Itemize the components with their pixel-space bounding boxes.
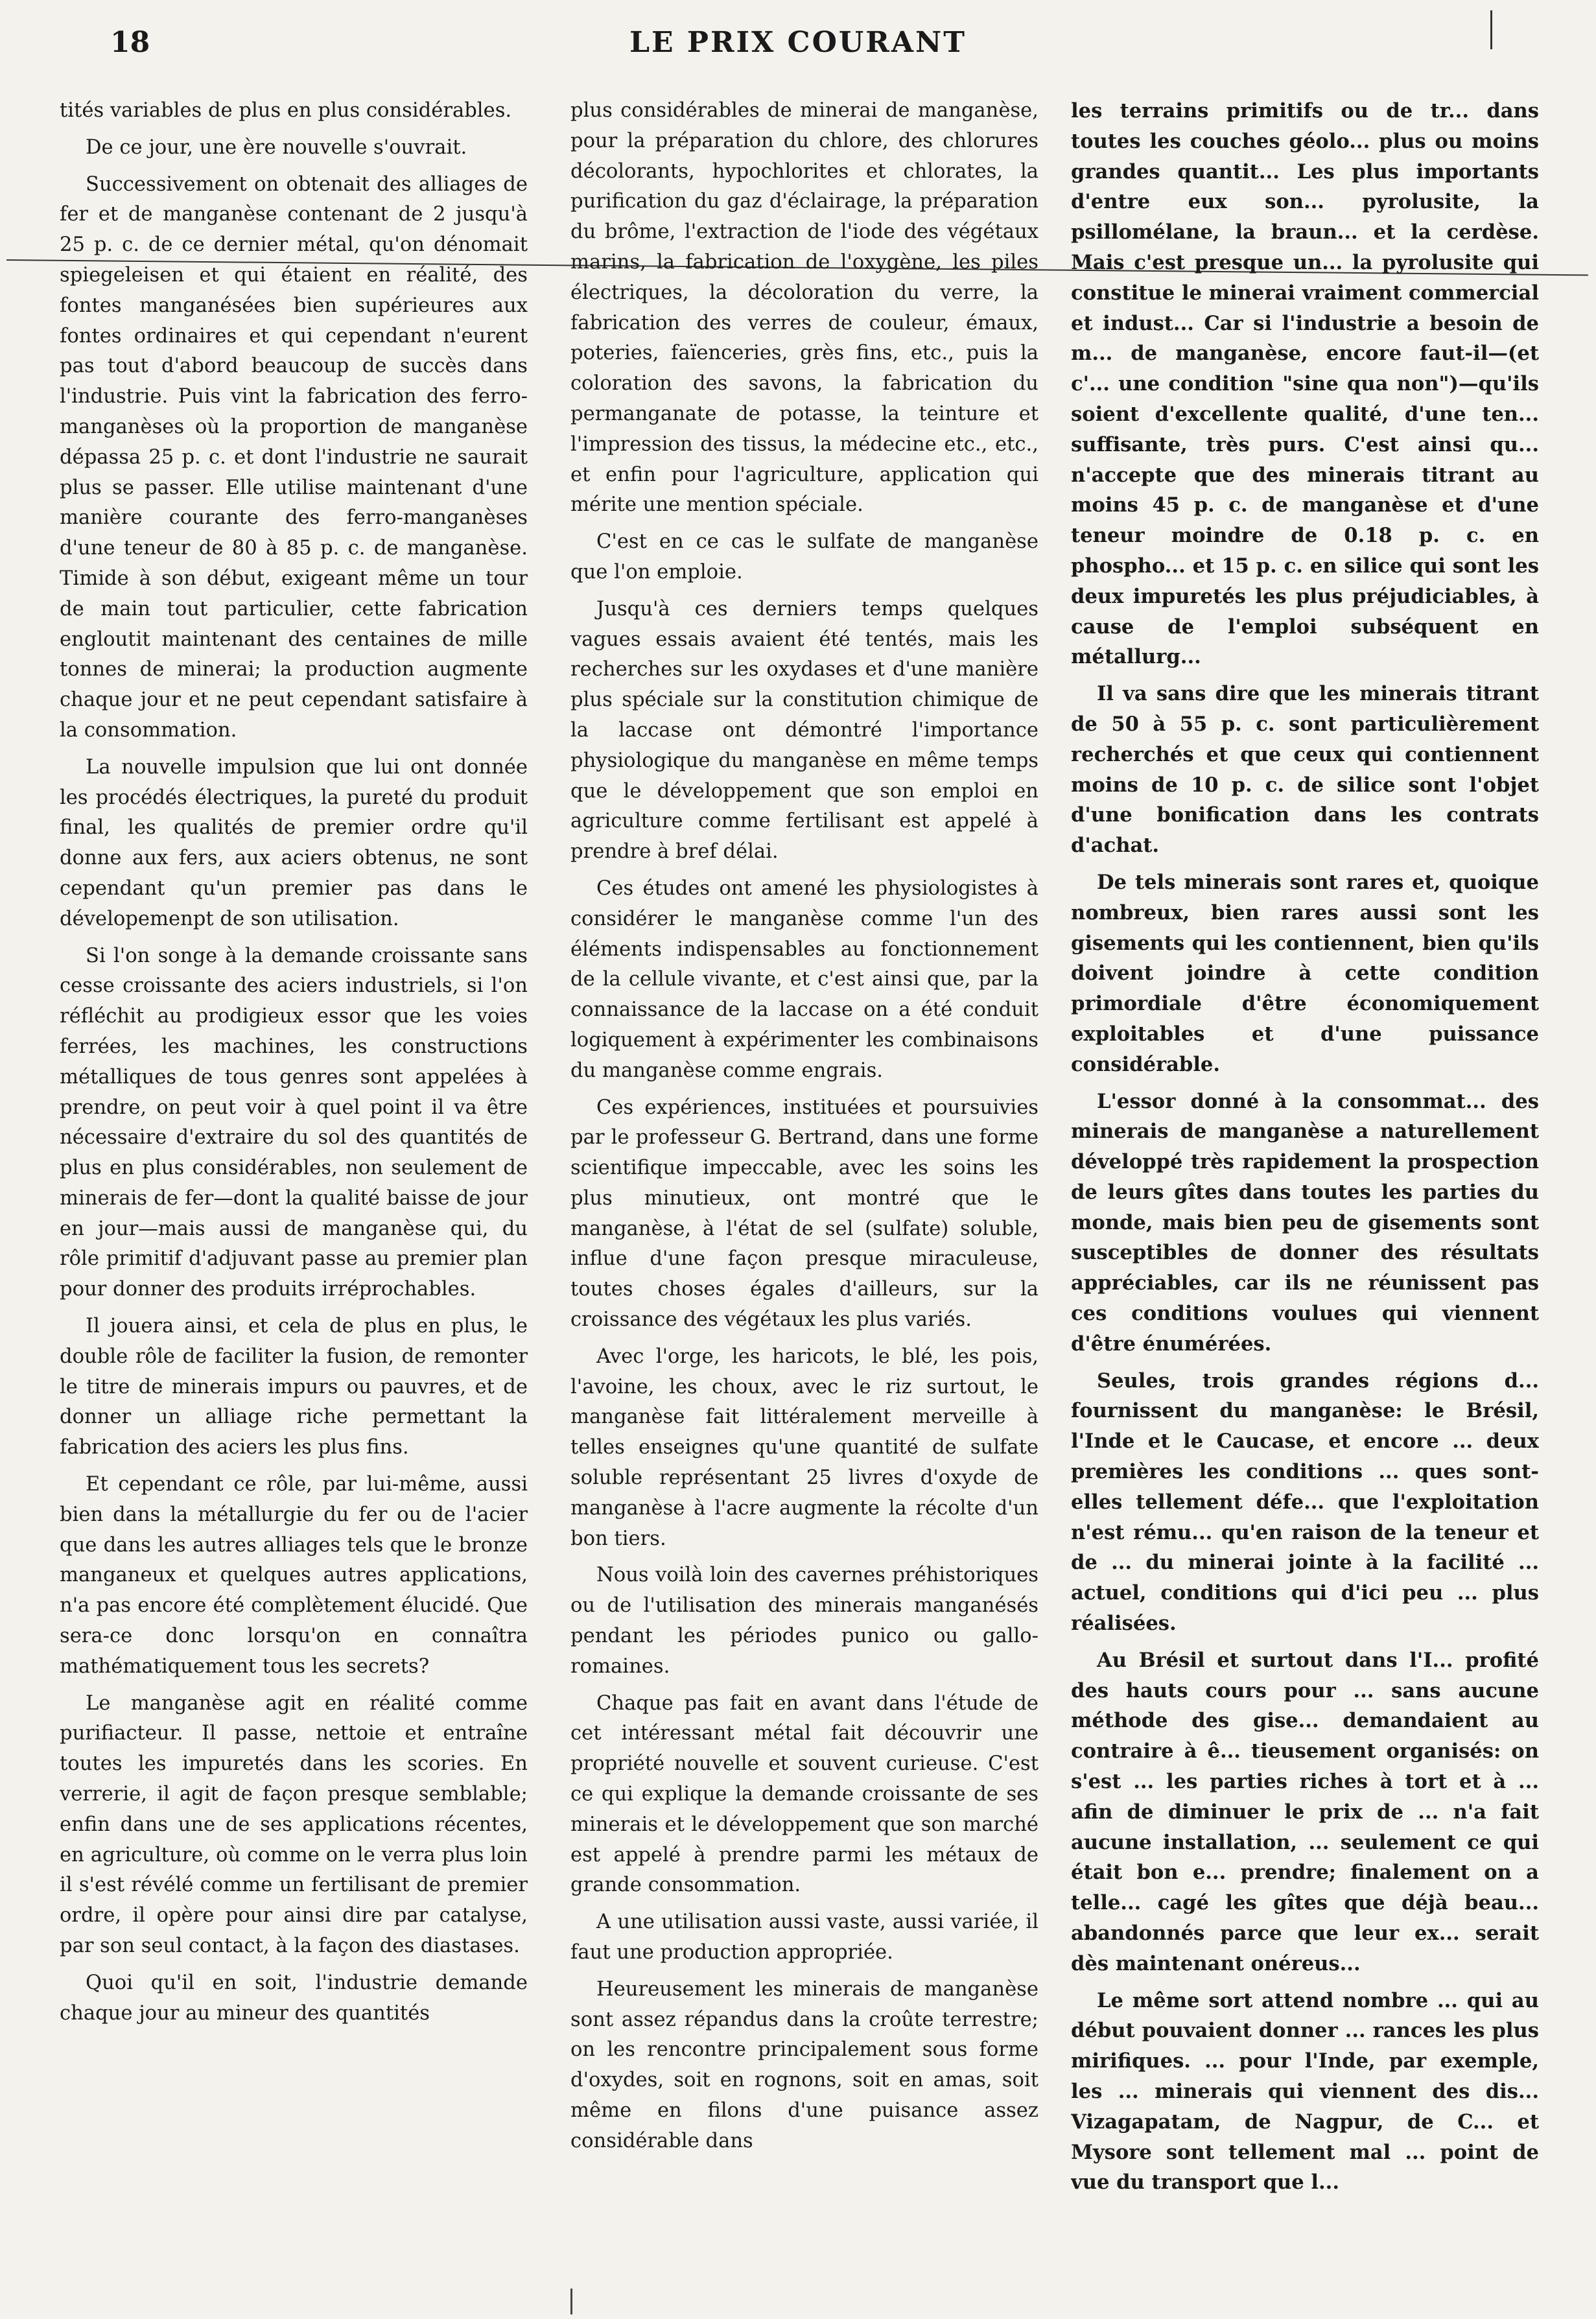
paragraph: Avec l'orge, les haricots, le blé, les pois, l'avoine, les choux, avec le riz surtout, le manganèse fait littéralement merveille à telles enseignes qu'une quantité de sulfate soluble représentant 25 livres d'oxyde de manganèse à l'acre augmente la récolte d'un bon tiers. — [570, 1345, 1039, 1550]
page-title: LE PRIX COURANT — [629, 26, 967, 59]
gutter-mark — [570, 2289, 572, 2314]
paragraph: Il va sans dire que les minerais titrant de 50 à 55 p. c. sont particulièrement recherchés et que ceux qui contiennent moins de 10 p. c. de silice sont l'objet d'une bonification dans les contrats d'achat. — [1071, 682, 1539, 858]
column-2 — [570, 96, 1039, 2274]
paragraph: tités variables de plus en plus considérables. — [60, 99, 512, 122]
paragraph: Successivement on obtenait des alliages de fer et de manganèse contenant de 2 jusqu'à 25 p. c. de ce dernier métal, qu'on dénomait spiegeleisen et qui étaient en réalité, des fontes manganésées bien supérieures aux fontes ordinaires et qui cependant n'eurent pas tout d'abord beaucoup de succès dans l'industrie. Puis vint la fabrication des ferro-manganèses où la proportion de manganèse dépassa 25 p. c. et dont l'industrie ne saurait plus se passer. Elle utilise maintenant d'une manière courante des ferro-manganèses d'une teneur de 80 à 85 p. c. de manganèse. Timide à son début, exigeant même un tour de main tout particulier, cette fabrication engloutit maintenant des centaines de mille tonnes de minerai; la production augmente chaque jour et ne peut cependant satisfaire à la consommation. — [60, 172, 528, 742]
paragraph: Seules, trois grandes régions d... fournissent du manganèse: le Brésil, l'Inde et le Caucase, et encore ... deux premières les conditions ... ques sont-elles tellement défe... que l'exploitation n'est rému... qu'en raison de la teneur et de ... du minerai jointe à la facilité ... actuel, conditions qui d'ici peu ... plus réalisées. — [1071, 1369, 1539, 1636]
page-number: 18 — [110, 26, 150, 59]
page-header — [97, 23, 1499, 69]
paragraph: De ce jour, une ère nouvelle s'ouvrait. — [86, 135, 467, 159]
margin-mark — [1490, 10, 1492, 49]
paragraph: Nous voilà loin des cavernes préhistoriques ou de l'utilisation des minerais manganésés pendant les périodes punico ou gallo-romaines. — [570, 1564, 1039, 1678]
paragraph: A une utilisation aussi vaste, aussi variée, il faut une production appropriée. — [570, 1911, 1039, 1964]
paragraph: Si l'on songe à la demande croissante sans cesse croissante des aciers industriels, si l'on réfléchit au prodigieux essor que les voies ferrées, les machines, les constructions métalliques de tous genres sont appelées à prendre, on peut voir à quel point il va être nécessaire d'extraire du sol des quantités de plus en plus considérables, non seulement de minerais de fer—dont la qualité baisse de jour en jour—mais aussi de manganèse qui, du rôle primitif d'adjuvant passe au premier plan pour donner des produits irréprochables. — [60, 944, 528, 1301]
paragraph: Le même sort attend nombre ... qui au début pouvaient donner ... rances les plus mirifiques. ... pour l'Inde, par exemple, les ... minerais qui viennent des dis... Vizagapatam, de Nagpur, de C... et Mysore sont tellement mal ... point de vue du transport que l... — [1071, 1988, 1539, 2195]
paragraph: Chaque pas fait en avant dans l'étude de cet intéressant métal fait découvrir une propriété nouvelle et souvent curieuse. C'est ce qui explique la demande croissante de ses minerais et le développement que son marché est appelé à prendre parmi les métaux de grande consommation. — [570, 1691, 1039, 1897]
paragraph: plus considérables de minerai de manganèse, pour la préparation du chlore, des chlorures décolorants, hypochlorites et chlorates, la purification du gaz d'éclairage, la préparation du brôme, l'extraction de l'iode des végétaux marins, la fabrication de l'oxygène, les piles électriques, la décoloration du verre, la fabrication des verres de couleur, émaux, poteries, faïenceries, grès fins, etc., puis la coloration des savons, la fabrication du permanganate de potasse, la teinture et l'impression des tissus, la médecine etc., etc., et enfin pour l'agriculture, application qui mérite une mention spéciale. — [570, 99, 1039, 517]
paragraph: Heureusement les minerais de manganèse sont assez répandus dans la croûte terrestre; on les rencontre principalement sous forme d'oxydes, soit en rognons, soit en amas, soit même en filons d'une puisance assez considérable dans — [570, 1977, 1039, 2152]
article-columns — [60, 96, 1551, 2274]
paragraph: Ces études ont amené les physiologistes à considérer le manganèse comme l'un des éléments indispensables au fonctionnement de la cellule vivante, et c'est ainsi que, par la connaissance de la laccase on a été conduit logiquement à expérimenter les combinaisons du manganèse comme engrais. — [570, 877, 1039, 1082]
paragraph: Quoi qu'il en soit, l'industrie demande chaque jour au mineur des quantités — [60, 1971, 528, 2025]
paragraph: La nouvelle impulsion que lui ont donnée les procédés électriques, la pureté du produit final, les qualités de premier ordre qu'il donne aux fers, aux aciers obtenus, ne sont cependant qu'un premier pas dans le dévelopemenpt de son utilisation. — [60, 755, 528, 930]
paragraph: Le manganèse agit en réalité comme purifiacteur. Il passe, nettoie et entraîne toutes les impuretés dans les scories. En verrerie, il agit de façon presque semblable; enfin dans une de ses applications récentes, en agriculture, où comme on le verra plus loin il s'est révélé comme un fertilisant de premier ordre, il opère pour ainsi dire par catalyse, par son seul contact, à la façon des diastases. — [60, 1691, 528, 1958]
paragraph: Au Brésil et surtout dans l'I... profité des hauts cours pour ... sans aucune méthode des gise... demandaient au contraire à ê... tieusement organisés: on s'est ... les parties riches à tort et à ... afin de diminuer le prix de ... n'a fait aucune installation, ... seulement ce qui était bon e... prendre; finalement on a telle... cagé les gîtes que déjà beau... abandonnés parce que leur ex... serait dès maintenant onéreus... — [1071, 1648, 1539, 1975]
column-1 — [60, 96, 528, 2274]
paragraph: Et cependant ce rôle, par lui-même, aussi bien dans la métallurgie du fer ou de l'acier que dans les autres alliages tels que le bronze manganeux et quelques autres applications, n'a pas encore été complètement élucidé. Que sera-ce donc lorsqu'on en connaîtra mathématiquement tous les secrets? — [60, 1473, 528, 1678]
column-3 — [1071, 96, 1539, 2274]
paragraph: L'essor donné à la consommat... des minerais de manganèse a naturellement développé très rapidement la prospection de leurs gîtes dans toutes les parties du monde, mais bien peu de gisements sont susceptibles de donner des résultats appréciables, car ils ne réunissent pas ces conditions voulues qui viennent d'être énumérées. — [1071, 1089, 1539, 1356]
paragraph: De tels minerais sont rares et, quoique nombreux, bien rares aussi sont les gisements qui les contiennent, bien qu'ils doivent joindre à cette condition primordiale d'être économiquement exploitables et d'une puissance considérable. — [1071, 870, 1539, 1076]
paragraph: Jusqu'à ces derniers temps quelques vagues essais avaient été tentés, mais les recherches sur les oxydases et d'une manière plus spéciale sur la constitution chimique de la laccase ont démontré l'importance physiologique du manganèse en même temps que le développement que son emploi en agriculture comme fertilisant est appelé à prendre à bref délai. — [570, 597, 1039, 864]
paragraph: C'est en ce cas le sulfate de manganèse que l'on emploie. — [570, 530, 1039, 583]
paragraph: les terrains primitifs ou de tr... dans toutes les couches géolo... plus ou moins grandes quantit... Les plus importants d'entre eux son... pyrolusite, la psillomélane, la braun... et la cerdèse. Mais c'est presque un... la pyrolusite qui constitue le minerai vraiment commercial et indust... Car si l'industrie a besoin de m... de manganèse, encore faut-il—(et c'... une condition "sine qua non")—qu'ils soient d'excellente qualité, d'une ten... suffisante, très purs. C'est ainsi qu... n'accepte que des minerais titrant au moins 45 p. c. de manganèse et d'une teneur moindre de 0.18 p. c. en phospho... et 15 p. c. en silice qui sont les deux impuretés les plus préjudiciables, à cause de l'emploi subséquent en métallurg... — [1071, 99, 1539, 669]
paragraph: Ces expériences, instituées et poursuivies par le professeur G. Bertrand, dans une forme scientifique impeccable, avec les soins les plus minutieux, ont montré que le manganèse, à l'état de sel (sulfate) soluble, influe d'une façon presque miraculeuse, toutes choses égales d'ailleurs, sur la croissance des végétaux les plus variés. — [570, 1096, 1039, 1332]
paragraph: Il jouera ainsi, et cela de plus en plus, le double rôle de faciliter la fusion, de remonter le titre de minerais impurs ou pauvres, et de donner un alliage riche permettant la fabrication des aciers les plus fins. — [60, 1315, 528, 1459]
